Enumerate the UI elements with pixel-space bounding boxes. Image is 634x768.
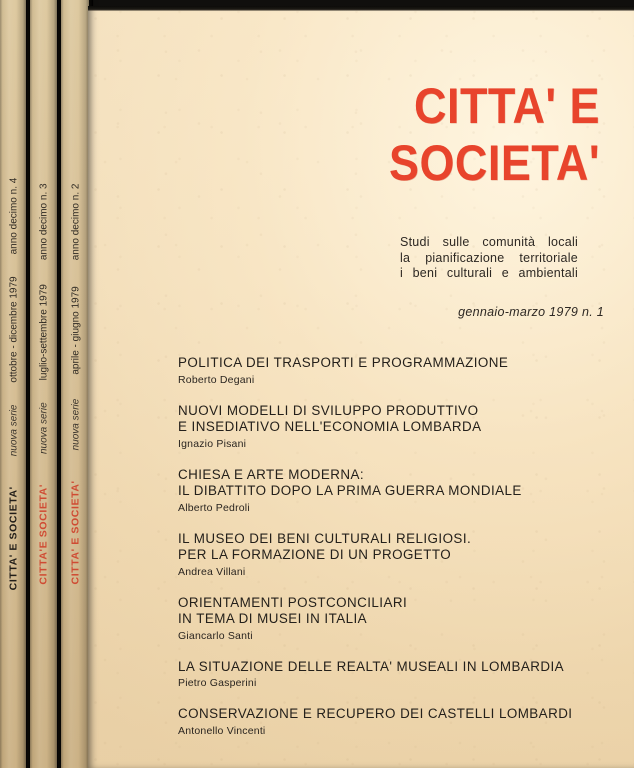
spine-volume-n3 bbox=[30, 0, 57, 768]
spine-n2-text-column bbox=[61, 0, 89, 768]
toc-author: Giancarlo Santi bbox=[178, 629, 253, 642]
toc-entry bbox=[178, 355, 618, 387]
front-cover bbox=[88, 6, 634, 768]
subtitle-line-1: Studi sulle comunità locali bbox=[400, 235, 578, 249]
toc-author: Pietro Gasperini bbox=[178, 677, 257, 689]
toc-title-line: CONSERVAZIONE E RECUPERO DEI CASTELLI LOMBARDI bbox=[178, 706, 573, 721]
spine-volume-n2 bbox=[61, 0, 89, 768]
toc-title-line: PER LA FORMAZIONE DI UN PROGETTO bbox=[178, 547, 452, 562]
spine-journal-title: CITTA' E SOCIETA' bbox=[7, 486, 19, 591]
subtitle-line-3: i beni culturali e ambientali bbox=[400, 266, 578, 280]
toc-entry bbox=[178, 659, 618, 691]
spine-volume-n4 bbox=[0, 0, 26, 768]
spine-journal-title: CITTA'E SOCIETA' bbox=[37, 484, 50, 585]
toc-title-line: NUOVI MODELLI DI SVILUPPO PRODUTTIVO bbox=[178, 402, 479, 418]
spine-year-issue-label: anno decimo n. 2 bbox=[70, 183, 82, 261]
toc-author: Ignazio Pisani bbox=[178, 437, 247, 450]
masthead bbox=[88, 78, 634, 192]
spine-period-label: aprile - giugno 1979 bbox=[70, 286, 82, 375]
spine-n3-text-column bbox=[30, 0, 57, 768]
toc-title-line: LA SITUAZIONE DELLE REALTA' MUSEALI IN LOMBARDIA bbox=[178, 658, 565, 674]
spine-series-label: nuova serie bbox=[38, 402, 50, 455]
spine-n4-text-column bbox=[0, 0, 26, 768]
toc-title-line: E INSEDIATIVO NELL'ECONOMIA LOMBARDA bbox=[178, 419, 482, 434]
spine-journal-title: CITTA' E SOCIETA' bbox=[69, 480, 82, 585]
spine-year-issue-label: anno decimo n. 4 bbox=[8, 177, 19, 255]
cover-subtitle bbox=[400, 235, 578, 282]
toc-title-line: POLITICA DEI TRASPORTI E PROGRAMMAZIONE bbox=[178, 355, 509, 370]
subtitle-line-2: la pianificazione territoriale bbox=[400, 250, 578, 265]
toc-entry bbox=[178, 595, 618, 643]
toc-author: Alberto Pedroli bbox=[178, 501, 250, 514]
toc-title-line: IL MUSEO DEI BENI CULTURALI RELIGIOSI. bbox=[178, 530, 472, 546]
spine-year-issue-label: anno decimo n. 3 bbox=[38, 183, 50, 261]
toc-title-line: IN TEMA DI MUSEI IN ITALIA bbox=[178, 611, 368, 626]
spine-series-label: nuova serie bbox=[8, 404, 19, 457]
masthead-line-1: CITTA' E bbox=[414, 78, 600, 134]
toc-author: Antonello Vincenti bbox=[178, 724, 266, 737]
toc-title-line: IL DIBATTITO DOPO LA PRIMA GUERRA MONDIALE bbox=[178, 483, 522, 498]
toc-entry bbox=[178, 403, 618, 451]
toc-entry bbox=[178, 531, 618, 579]
toc-entry bbox=[178, 467, 618, 515]
toc-author: Roberto Degani bbox=[178, 373, 255, 386]
table-of-contents bbox=[178, 355, 618, 754]
masthead-line-2: SOCIETA' bbox=[389, 135, 600, 191]
spine-period-label: ottobre - dicembre 1979 bbox=[8, 276, 19, 383]
spine-period-label: luglio-settembre 1979 bbox=[38, 284, 50, 381]
issue-date-line: gennaio-marzo 1979 n. 1 bbox=[458, 305, 604, 319]
toc-author: Andrea Villani bbox=[178, 565, 246, 578]
spine-series-label: nuova serie bbox=[70, 398, 82, 451]
toc-title-line: ORIENTAMENTI POSTCONCILIARI bbox=[178, 594, 408, 610]
toc-entry bbox=[178, 706, 618, 738]
toc-title-line: CHIESA E ARTE MODERNA: bbox=[178, 466, 365, 482]
cover-top-edge bbox=[88, 6, 634, 11]
